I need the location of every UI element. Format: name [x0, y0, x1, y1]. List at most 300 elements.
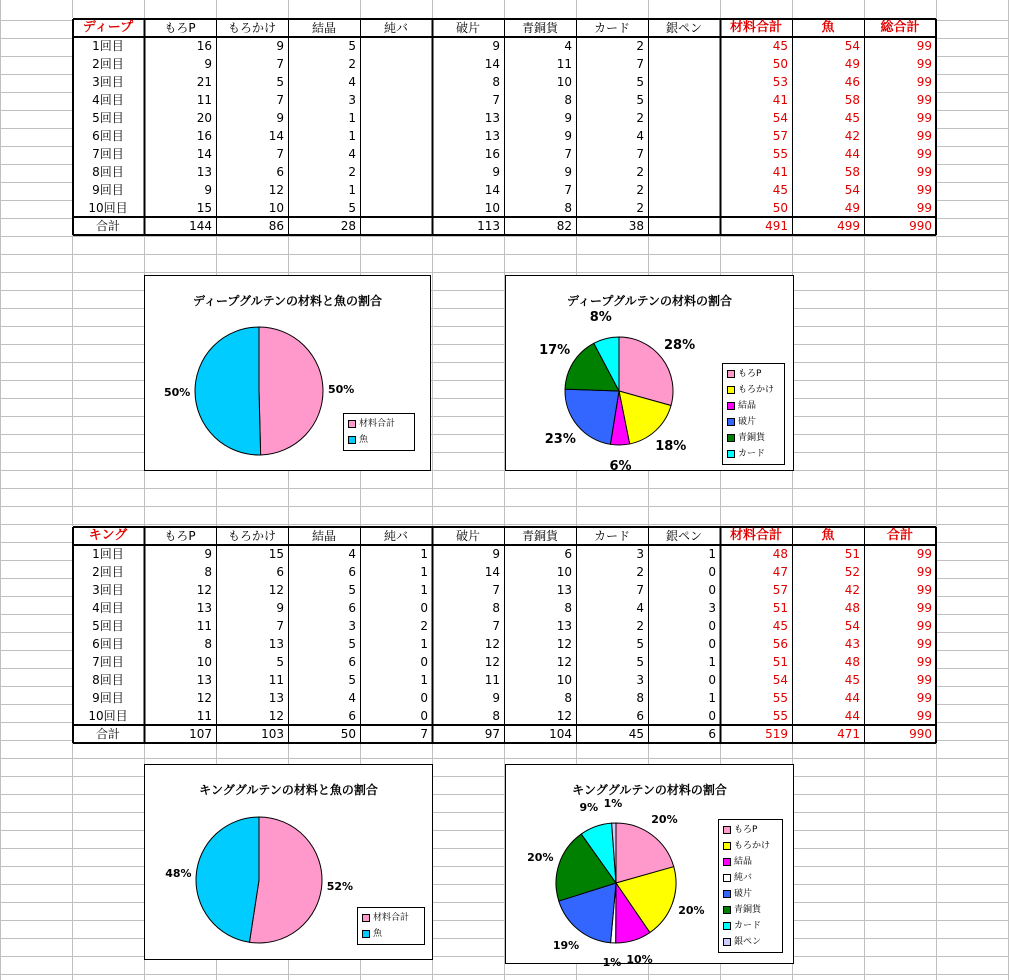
- table-cell[interactable]: 58: [844, 165, 860, 179]
- header-cell[interactable]: 合計: [886, 528, 913, 543]
- table-cell[interactable]: 8: [564, 93, 572, 107]
- table-cell[interactable]: 13: [484, 129, 500, 143]
- table-cell[interactable]: 2: [636, 201, 644, 215]
- table-cell[interactable]: [648, 109, 720, 127]
- header-cell[interactable]: もろかけ: [227, 21, 276, 35]
- table-cell[interactable]: 99: [916, 201, 932, 215]
- table-cell[interactable]: 7: [492, 619, 500, 633]
- table-cell[interactable]: 1: [420, 583, 428, 597]
- table-cell[interactable]: 42: [844, 583, 860, 597]
- header-cell[interactable]: 総合計: [880, 20, 920, 35]
- table-cell[interactable]: 9: [492, 691, 500, 705]
- table-cell[interactable]: 10: [484, 201, 500, 215]
- header-cell[interactable]: 破片: [455, 529, 480, 543]
- table-cell[interactable]: 51: [844, 547, 860, 561]
- row-label-cell[interactable]: 9回目: [92, 183, 124, 197]
- table-cell[interactable]: 44: [844, 691, 860, 705]
- table-cell[interactable]: 55: [772, 147, 788, 161]
- table-cell[interactable]: 10: [556, 565, 572, 579]
- table-cell[interactable]: 99: [916, 183, 932, 197]
- table-cell[interactable]: 57: [772, 129, 788, 143]
- row-label-cell[interactable]: 10回目: [88, 201, 128, 215]
- table-cell[interactable]: [360, 127, 432, 145]
- table-cell[interactable]: 5: [348, 637, 356, 651]
- table-cell[interactable]: 7: [276, 93, 284, 107]
- table-cell[interactable]: 7: [636, 57, 644, 71]
- table-cell[interactable]: 0: [708, 565, 716, 579]
- row-label-cell[interactable]: 8回目: [92, 165, 124, 179]
- table-cell[interactable]: 13: [268, 637, 284, 651]
- table-cell[interactable]: 10: [268, 201, 284, 215]
- table-cell[interactable]: 11: [196, 709, 212, 723]
- table-cell[interactable]: [360, 217, 432, 235]
- table-cell[interactable]: 7: [564, 183, 572, 197]
- table-cell[interactable]: 99: [916, 111, 932, 125]
- chart-legend[interactable]: [357, 907, 425, 945]
- table-cell[interactable]: 16: [196, 39, 212, 53]
- row-label-cell[interactable]: 4回目: [92, 601, 124, 615]
- table-cell[interactable]: 99: [916, 637, 932, 651]
- king-material-breakdown-pie-chart[interactable]: [505, 764, 794, 970]
- row-label-cell[interactable]: 9回目: [92, 691, 124, 705]
- table-cell[interactable]: [648, 55, 720, 73]
- table-cell[interactable]: 4: [636, 601, 644, 615]
- table-cell[interactable]: [648, 127, 720, 145]
- chart-legend[interactable]: [722, 363, 785, 465]
- table-cell[interactable]: 8: [492, 601, 500, 615]
- table-cell[interactable]: 11: [196, 93, 212, 107]
- table-cell[interactable]: 20: [196, 111, 212, 125]
- table-cell[interactable]: 50: [340, 727, 356, 741]
- table-cell[interactable]: 7: [420, 727, 428, 741]
- table-cell[interactable]: 48: [844, 655, 860, 669]
- row-label-cell[interactable]: 5回目: [92, 111, 124, 125]
- table-cell[interactable]: 10: [556, 75, 572, 89]
- table-cell[interactable]: 0: [708, 637, 716, 651]
- table-cell[interactable]: 45: [772, 39, 788, 53]
- table-cell[interactable]: 41: [772, 165, 788, 179]
- table-cell[interactable]: 99: [916, 709, 932, 723]
- header-cell[interactable]: もろかけ: [227, 529, 276, 543]
- table-cell[interactable]: 10: [196, 655, 212, 669]
- table-cell[interactable]: 46: [844, 75, 860, 89]
- table-cell[interactable]: 99: [916, 601, 932, 615]
- header-cell[interactable]: 魚: [821, 20, 835, 35]
- table-cell[interactable]: 50: [772, 57, 788, 71]
- table-cell[interactable]: 519: [765, 727, 788, 741]
- table-cell[interactable]: [360, 37, 432, 55]
- header-cell[interactable]: もろP: [164, 529, 196, 543]
- table-cell[interactable]: 54: [844, 183, 860, 197]
- header-cell[interactable]: カード: [593, 529, 630, 543]
- table-cell[interactable]: 6: [276, 565, 284, 579]
- table-cell[interactable]: 82: [556, 219, 572, 233]
- table-cell[interactable]: 99: [916, 129, 932, 143]
- table-cell[interactable]: [360, 145, 432, 163]
- table-cell[interactable]: 4: [348, 147, 356, 161]
- table-cell[interactable]: 6: [276, 165, 284, 179]
- pie-slice-0[interactable]: [259, 327, 323, 455]
- row-label-cell[interactable]: 6回目: [92, 129, 124, 143]
- table-cell[interactable]: 1: [420, 547, 428, 561]
- table-cell[interactable]: 4: [348, 75, 356, 89]
- header-cell[interactable]: 材料合計: [729, 528, 782, 543]
- row-label-cell[interactable]: 合計: [95, 219, 120, 233]
- table-cell[interactable]: 8: [564, 691, 572, 705]
- table-cell[interactable]: 6: [564, 547, 572, 561]
- deep-material-fish-pie-chart[interactable]: [144, 275, 431, 471]
- table-cell[interactable]: 47: [772, 565, 788, 579]
- table-cell[interactable]: 11: [196, 619, 212, 633]
- table-cell[interactable]: 54: [844, 39, 860, 53]
- table-cell[interactable]: 6: [348, 565, 356, 579]
- table-cell[interactable]: 12: [268, 583, 284, 597]
- table-cell[interactable]: 13: [556, 583, 572, 597]
- table-cell[interactable]: 58: [844, 93, 860, 107]
- table-cell[interactable]: 41: [772, 93, 788, 107]
- table-cell[interactable]: 5: [348, 39, 356, 53]
- table-cell[interactable]: 14: [484, 565, 500, 579]
- table-cell[interactable]: 16: [196, 129, 212, 143]
- table-cell[interactable]: 99: [916, 565, 932, 579]
- table-cell[interactable]: 54: [844, 619, 860, 633]
- table-cell[interactable]: [360, 163, 432, 181]
- table-cell[interactable]: 7: [492, 93, 500, 107]
- table-cell[interactable]: 2: [636, 619, 644, 633]
- table-cell[interactable]: 4: [636, 129, 644, 143]
- table-cell[interactable]: [360, 55, 432, 73]
- table-cell[interactable]: 9: [204, 57, 212, 71]
- table-cell[interactable]: 13: [196, 673, 212, 687]
- table-cell[interactable]: 0: [420, 709, 428, 723]
- table-cell[interactable]: 0: [420, 691, 428, 705]
- table-cell[interactable]: [648, 163, 720, 181]
- table-cell[interactable]: [648, 91, 720, 109]
- table-cell[interactable]: 5: [276, 655, 284, 669]
- table-cell[interactable]: 2: [636, 111, 644, 125]
- table-cell[interactable]: 15: [196, 201, 212, 215]
- table-cell[interactable]: 50: [772, 201, 788, 215]
- deep-material-breakdown-pie-chart[interactable]: [505, 275, 794, 475]
- table-cell[interactable]: 8: [492, 75, 500, 89]
- header-cell[interactable]: キング: [88, 528, 128, 543]
- table-cell[interactable]: 44: [844, 709, 860, 723]
- table-cell[interactable]: 3: [636, 673, 644, 687]
- table-cell[interactable]: 13: [268, 691, 284, 705]
- table-cell[interactable]: [360, 199, 432, 217]
- table-cell[interactable]: 0: [420, 655, 428, 669]
- pie-slice-1[interactable]: [195, 327, 261, 455]
- table-cell[interactable]: 1: [420, 637, 428, 651]
- table-cell[interactable]: 57: [772, 583, 788, 597]
- table-cell[interactable]: 9: [204, 183, 212, 197]
- table-cell[interactable]: 1: [348, 111, 356, 125]
- table-cell[interactable]: 55: [772, 691, 788, 705]
- table-cell[interactable]: 14: [268, 129, 284, 143]
- table-cell[interactable]: 491: [765, 219, 788, 233]
- table-cell[interactable]: 11: [268, 673, 284, 687]
- table-cell[interactable]: 0: [420, 601, 428, 615]
- table-cell[interactable]: 56: [772, 637, 788, 651]
- table-cell[interactable]: 9: [276, 111, 284, 125]
- table-cell[interactable]: 5: [276, 75, 284, 89]
- row-label-cell[interactable]: 3回目: [92, 75, 124, 89]
- chart-legend[interactable]: [343, 413, 415, 451]
- table-cell[interactable]: 49: [844, 201, 860, 215]
- table-cell[interactable]: 42: [844, 129, 860, 143]
- table-cell[interactable]: 12: [556, 655, 572, 669]
- table-cell[interactable]: [648, 73, 720, 91]
- header-cell[interactable]: 材料合計: [729, 20, 782, 35]
- table-cell[interactable]: 99: [916, 691, 932, 705]
- table-cell[interactable]: 51: [772, 655, 788, 669]
- header-cell[interactable]: 純バ: [383, 21, 408, 35]
- table-cell[interactable]: 99: [916, 165, 932, 179]
- table-cell[interactable]: 16: [484, 147, 500, 161]
- table-cell[interactable]: [648, 37, 720, 55]
- table-cell[interactable]: 2: [636, 165, 644, 179]
- table-cell[interactable]: 1: [420, 673, 428, 687]
- table-cell[interactable]: 12: [484, 655, 500, 669]
- table-cell[interactable]: 4: [348, 691, 356, 705]
- table-cell[interactable]: [648, 199, 720, 217]
- table-cell[interactable]: 12: [556, 637, 572, 651]
- header-cell[interactable]: 純バ: [383, 529, 408, 543]
- table-cell[interactable]: [360, 181, 432, 199]
- table-cell[interactable]: 4: [348, 547, 356, 561]
- table-cell[interactable]: 15: [268, 547, 284, 561]
- table-cell[interactable]: 21: [196, 75, 212, 89]
- table-cell[interactable]: 7: [276, 619, 284, 633]
- table-cell[interactable]: 5: [636, 637, 644, 651]
- table-cell[interactable]: 5: [348, 673, 356, 687]
- table-cell[interactable]: 471: [837, 727, 860, 741]
- table-cell[interactable]: 11: [556, 57, 572, 71]
- table-cell[interactable]: 6: [348, 709, 356, 723]
- table-cell[interactable]: 9: [564, 165, 572, 179]
- header-cell[interactable]: 魚: [821, 528, 835, 543]
- row-label-cell[interactable]: 4回目: [92, 93, 124, 107]
- table-cell[interactable]: [360, 109, 432, 127]
- table-cell[interactable]: 5: [636, 75, 644, 89]
- table-cell[interactable]: 5: [636, 655, 644, 669]
- table-cell[interactable]: 53: [772, 75, 788, 89]
- table-cell[interactable]: 6: [708, 727, 716, 741]
- table-cell[interactable]: 8: [564, 201, 572, 215]
- table-cell[interactable]: 49: [844, 57, 860, 71]
- table-cell[interactable]: 12: [556, 709, 572, 723]
- table-cell[interactable]: 0: [708, 619, 716, 633]
- row-label-cell[interactable]: 2回目: [92, 565, 124, 579]
- table-cell[interactable]: 1: [420, 565, 428, 579]
- table-cell[interactable]: 5: [348, 201, 356, 215]
- table-cell[interactable]: 5: [636, 93, 644, 107]
- table-cell[interactable]: 9: [564, 129, 572, 143]
- table-cell[interactable]: 9: [276, 601, 284, 615]
- table-cell[interactable]: 45: [844, 111, 860, 125]
- table-cell[interactable]: 54: [772, 673, 788, 687]
- table-cell[interactable]: 45: [772, 183, 788, 197]
- table-cell[interactable]: 14: [196, 147, 212, 161]
- table-cell[interactable]: 144: [189, 219, 212, 233]
- header-cell[interactable]: もろP: [164, 21, 196, 35]
- table-cell[interactable]: 6: [636, 709, 644, 723]
- table-cell[interactable]: 14: [484, 183, 500, 197]
- table-cell[interactable]: 54: [772, 111, 788, 125]
- table-cell[interactable]: 45: [628, 727, 644, 741]
- pie-slice-0[interactable]: [249, 817, 322, 943]
- table-cell[interactable]: 43: [844, 637, 860, 651]
- table-cell[interactable]: 86: [268, 219, 284, 233]
- table-cell[interactable]: 99: [916, 147, 932, 161]
- table-cell[interactable]: [648, 145, 720, 163]
- table-cell[interactable]: 3: [348, 619, 356, 633]
- table-cell[interactable]: 1: [708, 547, 716, 561]
- header-cell[interactable]: 結晶: [311, 21, 336, 35]
- table-cell[interactable]: 0: [708, 673, 716, 687]
- table-cell[interactable]: 7: [636, 583, 644, 597]
- table-cell[interactable]: 4: [564, 39, 572, 53]
- table-cell[interactable]: 2: [636, 183, 644, 197]
- table-cell[interactable]: 9: [492, 547, 500, 561]
- table-cell[interactable]: 44: [844, 147, 860, 161]
- table-cell[interactable]: 1: [708, 691, 716, 705]
- table-cell[interactable]: 2: [636, 39, 644, 53]
- table-cell[interactable]: 13: [556, 619, 572, 633]
- table-cell[interactable]: 107: [189, 727, 212, 741]
- table-cell[interactable]: 99: [916, 39, 932, 53]
- table-cell[interactable]: 99: [916, 93, 932, 107]
- header-cell[interactable]: 青銅貨: [521, 529, 558, 543]
- header-cell[interactable]: 破片: [455, 21, 480, 35]
- table-cell[interactable]: 1: [348, 129, 356, 143]
- header-cell[interactable]: 銀ペン: [665, 21, 702, 35]
- table-cell[interactable]: 3: [708, 601, 716, 615]
- table-cell[interactable]: 9: [204, 547, 212, 561]
- table-cell[interactable]: 990: [909, 219, 932, 233]
- table-cell[interactable]: 3: [636, 547, 644, 561]
- table-cell[interactable]: 2: [348, 165, 356, 179]
- table-cell[interactable]: 13: [484, 111, 500, 125]
- table-cell[interactable]: 9: [492, 165, 500, 179]
- table-cell[interactable]: 9: [276, 39, 284, 53]
- row-label-cell[interactable]: 10回目: [88, 709, 128, 723]
- table-cell[interactable]: 45: [844, 673, 860, 687]
- table-cell[interactable]: 48: [844, 601, 860, 615]
- table-cell[interactable]: [360, 73, 432, 91]
- table-cell[interactable]: 99: [916, 673, 932, 687]
- table-cell[interactable]: 51: [772, 601, 788, 615]
- row-label-cell[interactable]: 1回目: [92, 547, 124, 561]
- table-cell[interactable]: 11: [484, 673, 500, 687]
- table-cell[interactable]: 6: [348, 655, 356, 669]
- row-label-cell[interactable]: 2回目: [92, 57, 124, 71]
- table-cell[interactable]: 2: [420, 619, 428, 633]
- header-cell[interactable]: 青銅貨: [521, 21, 558, 35]
- table-cell[interactable]: 1: [348, 183, 356, 197]
- table-cell[interactable]: 8: [204, 565, 212, 579]
- table-cell[interactable]: 5: [348, 583, 356, 597]
- table-cell[interactable]: 38: [628, 219, 644, 233]
- table-cell[interactable]: 7: [636, 147, 644, 161]
- king-material-fish-pie-chart[interactable]: [144, 764, 433, 960]
- row-label-cell[interactable]: 8回目: [92, 673, 124, 687]
- table-cell[interactable]: 7: [492, 583, 500, 597]
- table-cell[interactable]: 12: [196, 583, 212, 597]
- row-label-cell[interactable]: 7回目: [92, 147, 124, 161]
- chart-legend[interactable]: [718, 819, 783, 953]
- table-cell[interactable]: 104: [549, 727, 572, 741]
- table-cell[interactable]: [648, 181, 720, 199]
- table-cell[interactable]: 12: [484, 637, 500, 651]
- table-cell[interactable]: 99: [916, 547, 932, 561]
- header-cell[interactable]: 銀ペン: [665, 529, 702, 543]
- table-cell[interactable]: 2: [348, 57, 356, 71]
- table-cell[interactable]: 1: [708, 655, 716, 669]
- table-cell[interactable]: 28: [340, 219, 356, 233]
- table-cell[interactable]: 97: [484, 727, 500, 741]
- row-label-cell[interactable]: 合計: [95, 727, 120, 741]
- table-cell[interactable]: 10: [556, 673, 572, 687]
- table-cell[interactable]: [360, 91, 432, 109]
- table-cell[interactable]: 12: [268, 183, 284, 197]
- table-cell[interactable]: 8: [636, 691, 644, 705]
- row-label-cell[interactable]: 6回目: [92, 637, 124, 651]
- table-cell[interactable]: 12: [196, 691, 212, 705]
- table-cell[interactable]: 9: [564, 111, 572, 125]
- header-cell[interactable]: 結晶: [311, 529, 336, 543]
- table-cell[interactable]: 8: [564, 601, 572, 615]
- table-cell[interactable]: [648, 217, 720, 235]
- table-cell[interactable]: 6: [348, 601, 356, 615]
- header-cell[interactable]: ディープ: [82, 20, 134, 35]
- table-cell[interactable]: 13: [196, 601, 212, 615]
- row-label-cell[interactable]: 5回目: [92, 619, 124, 633]
- table-cell[interactable]: 99: [916, 583, 932, 597]
- table-cell[interactable]: 99: [916, 57, 932, 71]
- table-cell[interactable]: 113: [477, 219, 500, 233]
- table-cell[interactable]: 13: [196, 165, 212, 179]
- table-cell[interactable]: 3: [348, 93, 356, 107]
- table-cell[interactable]: 52: [844, 565, 860, 579]
- table-cell[interactable]: 2: [636, 565, 644, 579]
- row-label-cell[interactable]: 1回目: [92, 39, 124, 53]
- table-cell[interactable]: 8: [492, 709, 500, 723]
- table-cell[interactable]: 48: [772, 547, 788, 561]
- table-cell[interactable]: 14: [484, 57, 500, 71]
- table-cell[interactable]: 99: [916, 75, 932, 89]
- table-cell[interactable]: 8: [204, 637, 212, 651]
- table-cell[interactable]: 99: [916, 655, 932, 669]
- table-cell[interactable]: 7: [564, 147, 572, 161]
- table-cell[interactable]: 0: [708, 709, 716, 723]
- table-cell[interactable]: 55: [772, 709, 788, 723]
- table-cell[interactable]: 12: [268, 709, 284, 723]
- table-cell[interactable]: 99: [916, 619, 932, 633]
- row-label-cell[interactable]: 3回目: [92, 583, 124, 597]
- table-cell[interactable]: 990: [909, 727, 932, 741]
- table-cell[interactable]: 9: [492, 39, 500, 53]
- pie-slice-1[interactable]: [196, 817, 259, 942]
- table-cell[interactable]: 7: [276, 57, 284, 71]
- row-label-cell[interactable]: 7回目: [92, 655, 124, 669]
- table-cell[interactable]: 103: [261, 727, 284, 741]
- table-cell[interactable]: 0: [708, 583, 716, 597]
- header-cell[interactable]: カード: [593, 21, 630, 35]
- table-cell[interactable]: 7: [276, 147, 284, 161]
- table-cell[interactable]: 499: [837, 219, 860, 233]
- table-cell[interactable]: 45: [772, 619, 788, 633]
